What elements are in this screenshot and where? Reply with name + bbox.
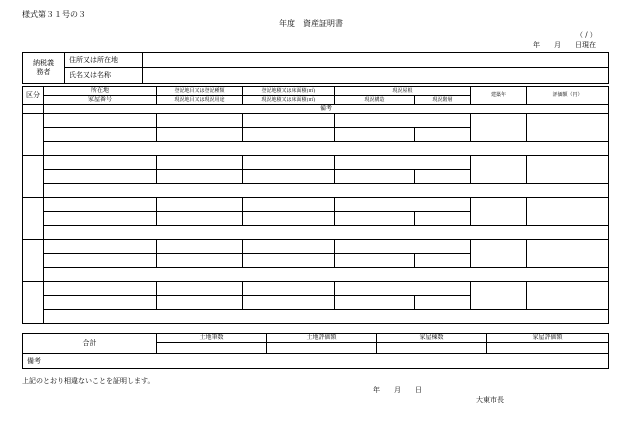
category-cell[interactable]	[23, 156, 44, 198]
table-row	[23, 240, 609, 254]
remarks-header: 備考	[44, 105, 609, 114]
issuer: 大東市長	[476, 396, 504, 404]
current-structure-header: 現況構造	[335, 96, 415, 105]
property-table	[22, 86, 609, 324]
as-of-date: 年 月 日現在	[533, 41, 596, 49]
table-row	[23, 226, 609, 240]
location-header: 所在地	[44, 87, 157, 96]
address-value[interactable]	[143, 53, 609, 68]
address-label: 住所又は所在地	[65, 53, 143, 68]
bottom-remarks-table	[22, 353, 609, 369]
remarks-cell[interactable]	[44, 226, 609, 240]
remarks-cell[interactable]	[44, 268, 609, 282]
house-count-value[interactable]	[377, 343, 487, 354]
table-row	[23, 184, 609, 198]
bottom-remarks[interactable]: 備考	[23, 354, 609, 369]
taxpayer-label: 納税義務者	[23, 53, 65, 84]
remarks-cell[interactable]	[44, 310, 609, 324]
current-house-header: 現況屋根	[335, 87, 471, 96]
category-cell[interactable]	[23, 240, 44, 282]
category-cell[interactable]	[23, 114, 44, 156]
page-title: 年度 資産証明書	[279, 19, 343, 28]
total-label: 合計	[23, 334, 157, 354]
page-indicator: （ / ）	[576, 31, 597, 39]
totals-table	[22, 333, 609, 354]
land-value-header: 土地評価額	[267, 334, 377, 343]
built-year-header: 建築年	[471, 87, 527, 105]
house-value-value[interactable]	[487, 343, 609, 354]
table-row	[23, 198, 609, 212]
registered-type-header: 登記地目又は登記種類	[157, 87, 243, 96]
house-number-header: 家屋番号	[44, 96, 157, 105]
table-row	[23, 268, 609, 282]
land-value-value[interactable]	[267, 343, 377, 354]
table-row	[23, 156, 609, 170]
registered-area-header: 登記地積又は床面積(㎡)	[243, 87, 335, 96]
remarks-cell[interactable]	[44, 184, 609, 198]
table-row	[23, 310, 609, 324]
category-header: 区分	[23, 87, 44, 105]
category-cell[interactable]	[23, 198, 44, 240]
name-value[interactable]	[143, 68, 609, 84]
current-use-header: 現況地目又は現況用途	[157, 96, 243, 105]
taxpayer-table	[22, 52, 609, 84]
land-count-value[interactable]	[157, 343, 267, 354]
table-row	[23, 142, 609, 156]
name-label: 氏名又は名称	[65, 68, 143, 84]
current-area-header: 現況地積又は床面積(㎡)	[243, 96, 335, 105]
category-cell[interactable]	[23, 282, 44, 324]
table-row	[23, 114, 609, 128]
current-floors-header: 現況階層	[415, 96, 471, 105]
land-count-header: 土地筆数	[157, 334, 267, 343]
remarks-cell[interactable]	[44, 142, 609, 156]
table-row	[23, 282, 609, 296]
house-count-header: 家屋棟数	[377, 334, 487, 343]
issue-date: 年 月 日	[373, 386, 422, 394]
remarks-header-spacer	[23, 105, 44, 114]
certification-text: 上記のとおり相違ないことを証明します。	[22, 377, 155, 385]
assessed-value-header: 評価額（円）	[527, 87, 609, 105]
house-value-header: 家屋評価額	[487, 334, 609, 343]
form-number: 様式第３１号の３	[22, 10, 86, 19]
